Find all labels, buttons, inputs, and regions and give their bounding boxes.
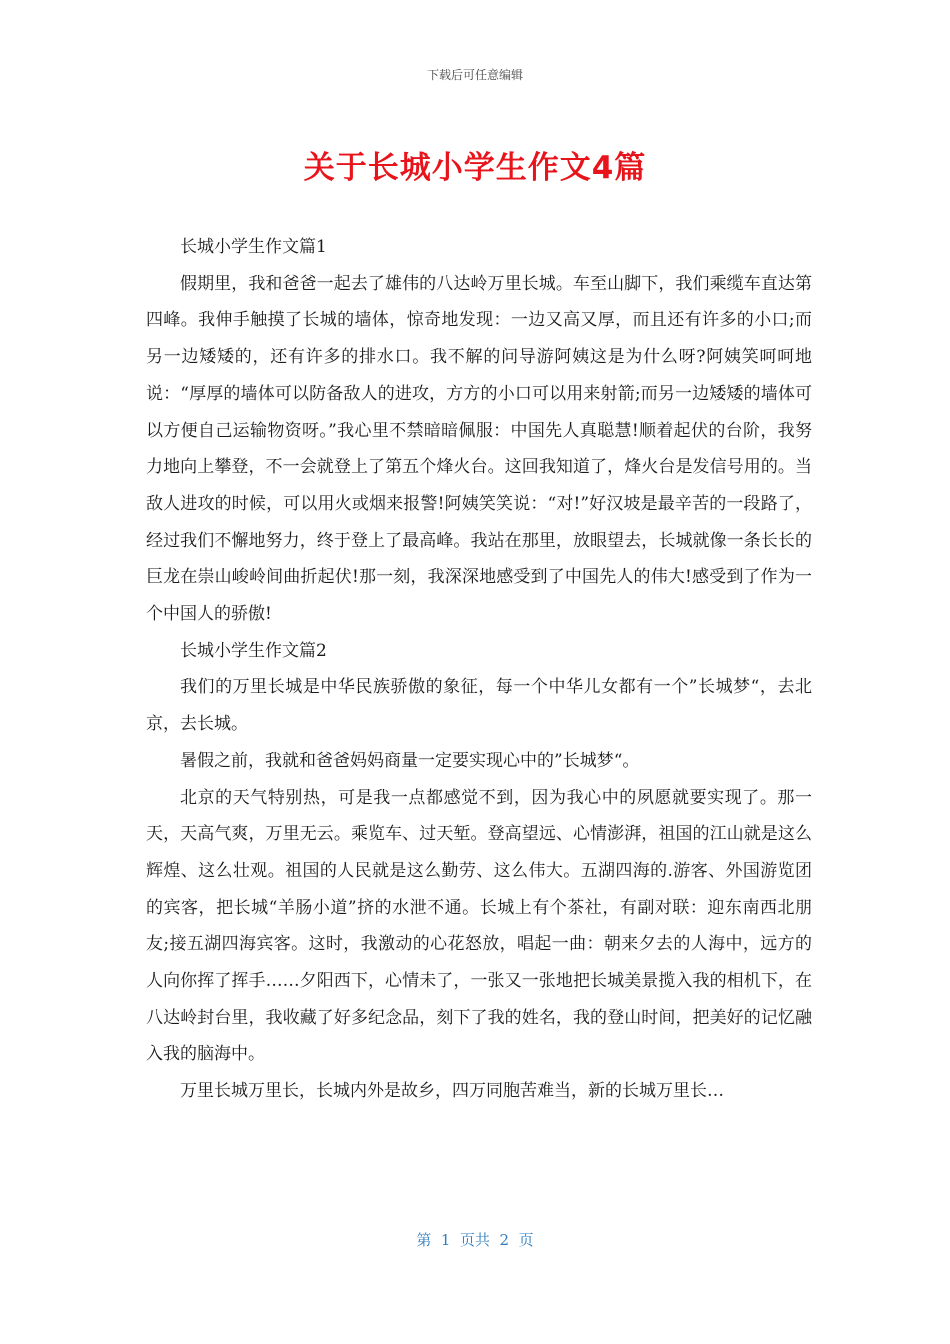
section-heading-1: 长城小学生作文篇1 [180, 237, 327, 257]
section-heading-2: 长城小学生作文篇2 [180, 640, 327, 661]
document-body [146, 229, 812, 1110]
paragraph: 暑假之前，我就和爸爸妈妈商量一定要实现心中的”长城梦“。 [180, 750, 640, 771]
paragraph: 北京的天气特别热，可是我一点都感觉不到，因为我心中的夙愿就要实现了。那一天，天高气爽，万里无云。乘览车、过天堑。登高望远、心情澎湃，祖国的江山就是这么辉煌、这么壮观。祖国的人民就是这么勤劳、这么伟大。五湖四海的.游客、外国游览团的宾客，把长城“羊肠小道”挤的水泄不通。长城上有个茶社，有副对联：迎东南西北朋友;接五湖四海宾客。这时，我激动的心花怒放，唱起一曲：朝来夕去的人海中，远方的人向你挥了挥手……夕阳西下，心情未了，一张又一张地把长城美景揽入我的相机下，在八达岭封台里，我收藏了好多纪念品，刻下了我的姓名，我的登山时间，把美好的记忆融入我的脑海中。 [146, 787, 812, 1065]
paragraph: 我们的万里长城是中华民族骄傲的象征，每一个中华儿女都有一个”长城梦“，去北京，去长城。 [146, 677, 812, 735]
page-number-footer: 第 1 页共 2 页 [416, 1231, 534, 1249]
paragraph: 假期里，我和爸爸一起去了雄伟的八达岭万里长城。车至山脚下，我们乘缆车直达第四峰。我伸手触摸了长城的墙体，惊奇地发现：一边又高又厚，而且还有许多的小口;而另一边矮矮的，还有许多的排水口。我不解的问导游阿姨这是为什么呀?阿姨笑呵呵地说：“厚厚的墙体可以防备敌人的进攻，方方的小口可以用来射箭;而另一边矮矮的墙体可以方便自己运输物资呀。”我心里不禁暗暗佩服：中国先人真聪慧!顺着起伏的台阶，我努力地向上攀登，不一会就登上了第五个烽火台。这回我知道了，烽火台是发信号用的。当敌人进攻的时候，可以用火或烟来报警!阿姨笑笑说：“对!”好汉坡是最辛苦的一段路了，经过我们不懈地努力，终于登上了最高峰。我站在那里，放眼望去，长城就像一条长长的巨龙在崇山峻岭间曲折起伏!那一刻，我深深地感受到了中国先人的伟大!感受到了作为一个中国人的骄傲! [146, 273, 812, 625]
header-note: 下载后可任意编辑 [426, 68, 523, 82]
document-title: 关于长城小学生作文4篇 [303, 150, 647, 186]
paragraph: 万里长城万里长，长城内外是故乡，四万同胞苦难当，新的长城万里长… [180, 1081, 724, 1102]
